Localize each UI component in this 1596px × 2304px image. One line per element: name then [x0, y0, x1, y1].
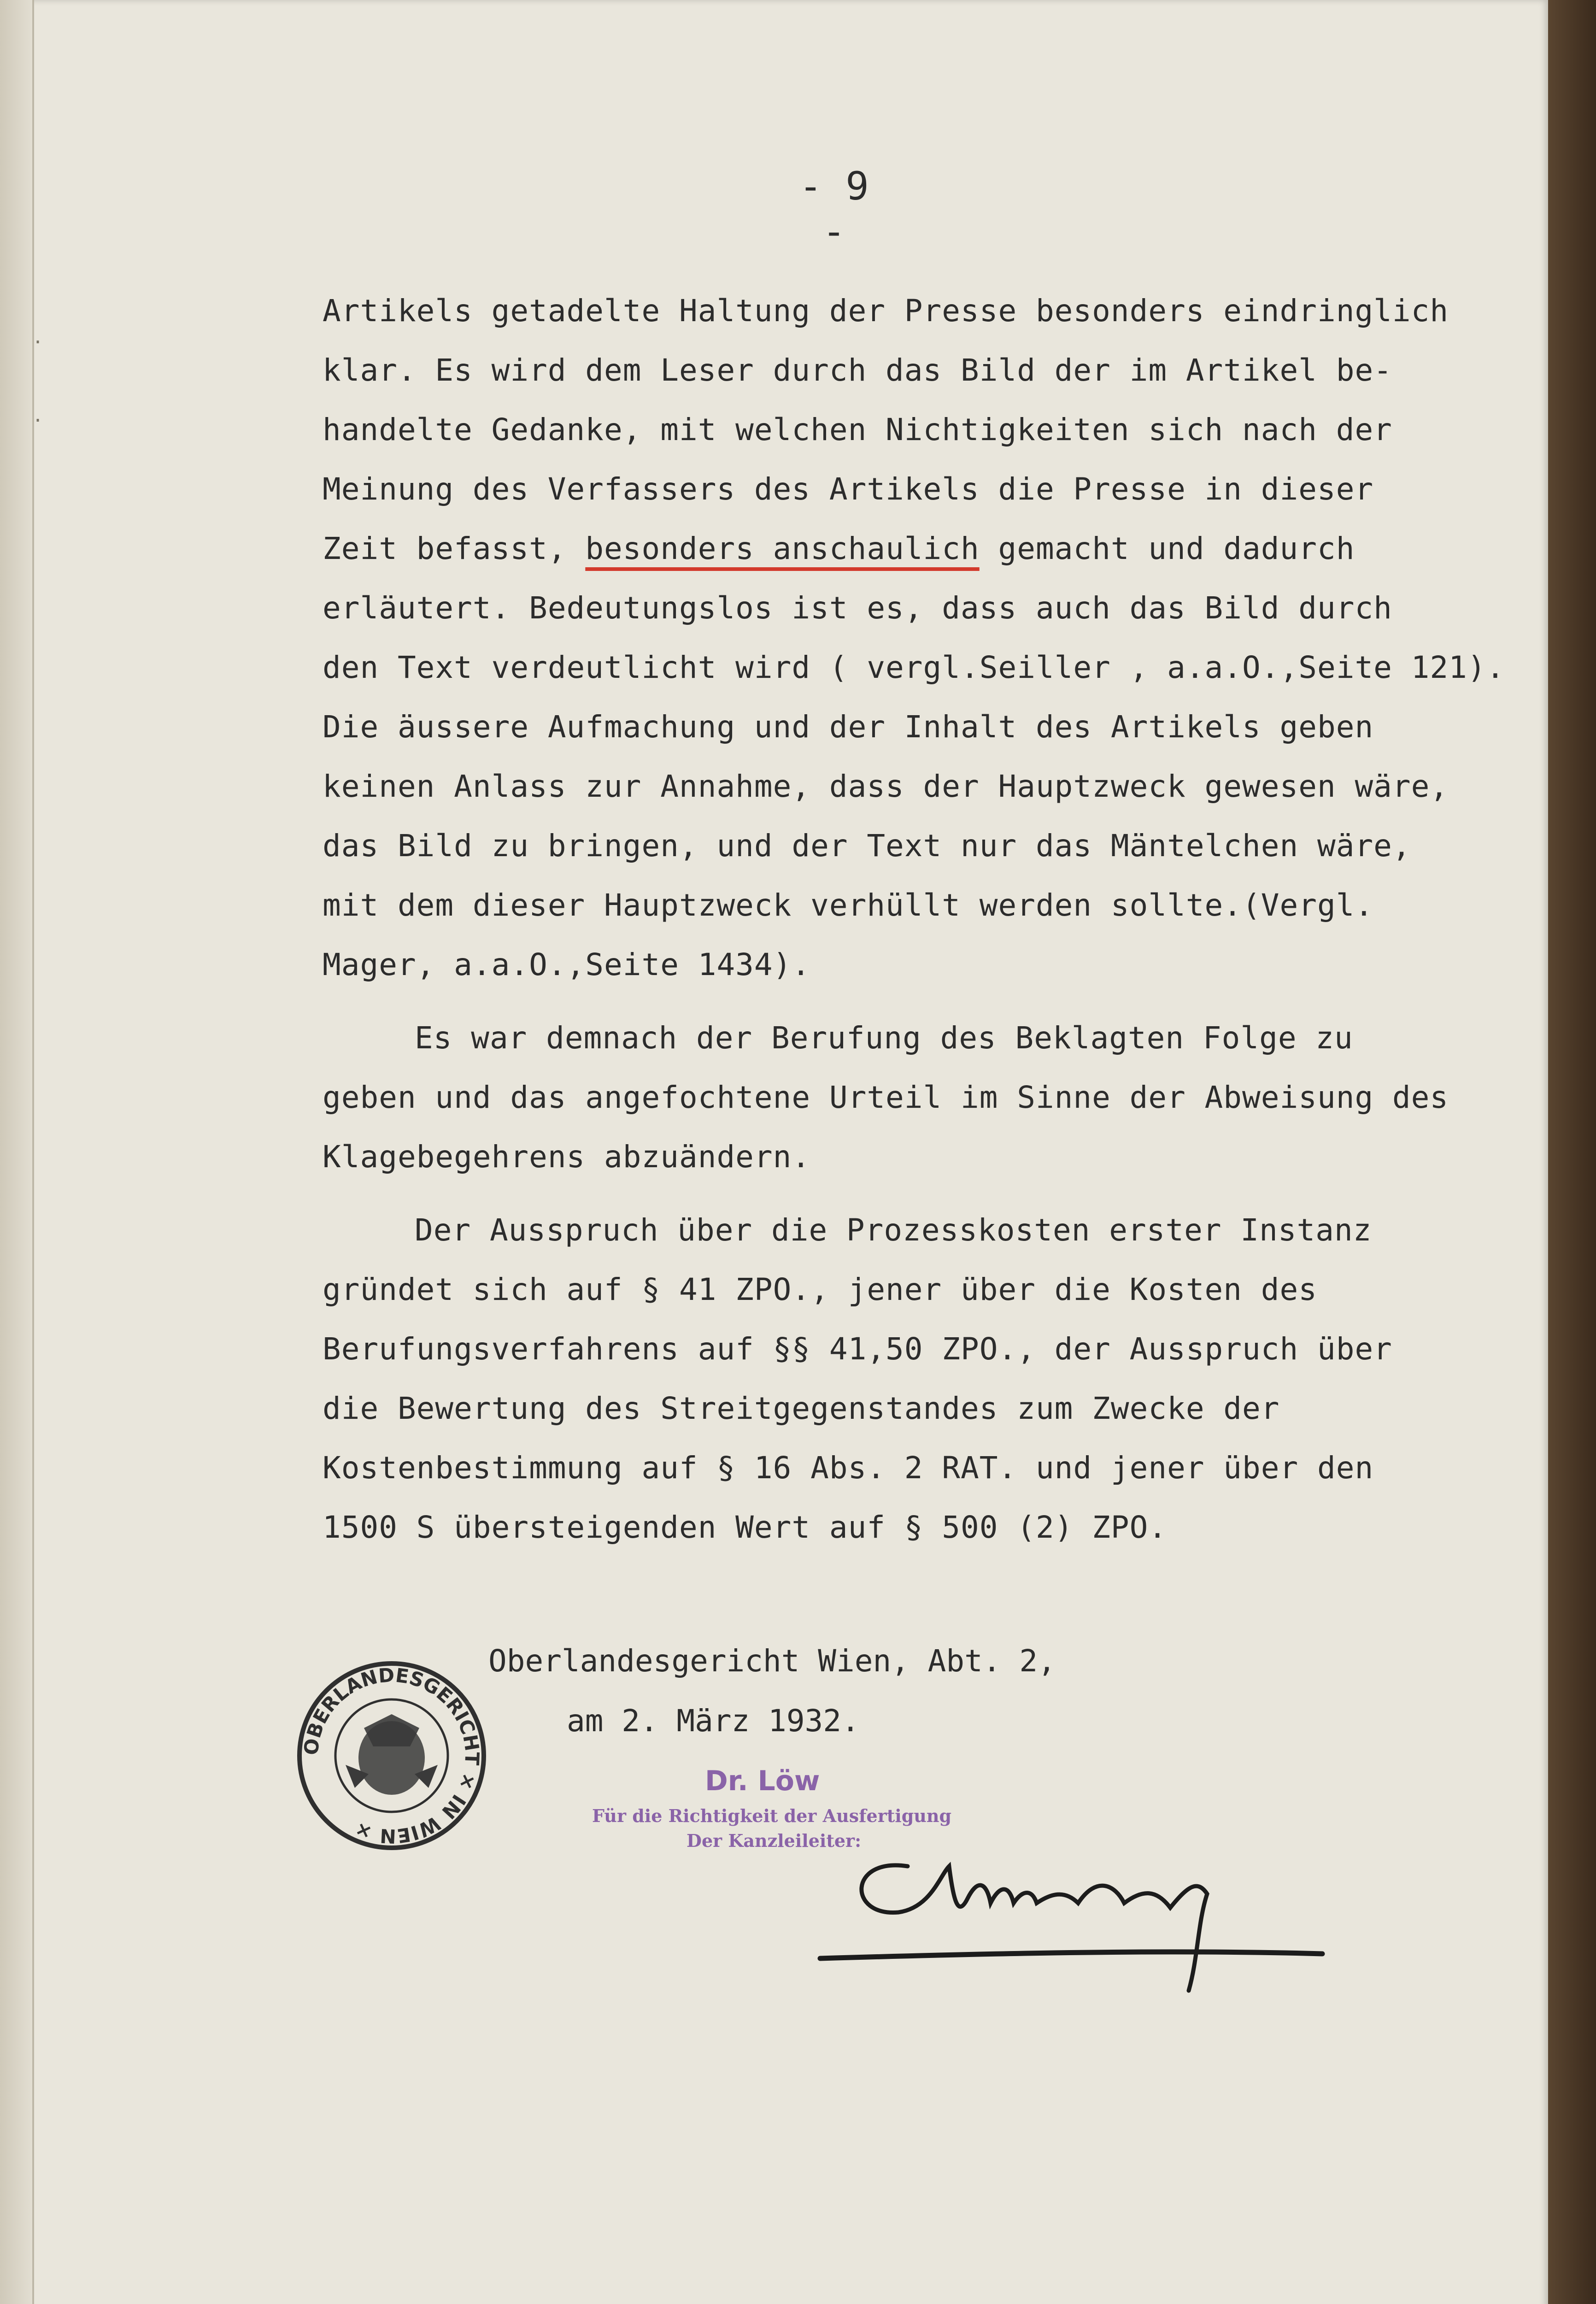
court-name: Oberlandesgericht Wien, Abt. 2,: [488, 1643, 1056, 1679]
stamp-name: Dr. Löw: [705, 1765, 820, 1797]
text-line: den Text verdeutlicht wird ( vergl.Seiller , a.a.O.,Seite 121).: [323, 650, 1505, 685]
red-underlined-phrase: besonders anschaulich: [585, 531, 980, 566]
place-and-date: [488, 1631, 1056, 1751]
document-page: - 9 - Artikels getadelte Haltung der Presse besonders eindringlich klar. Es wird dem Leser durch das Bild der im Artikel be- handelte Gedanke, mit welchen Nichtigkeiten sich nach der Meinung des Verfassers des Artikels die Presse in dieser Zeit befasst, besonders anschaulich gemacht und dadurch erläutert. Bedeutungslos ist es, dass auch das Bild durch den Text verdeutlicht wird ( vergl.Seiller , a.a.O.,Seite 121). Die äussere Aufmachung und der Inhalt des Artikels geben keinen Anlass zur Annahme, dass der Hauptzweck gewesen wäre, das Bild zu bringen, und der Text nur das Mäntelchen wäre, mit dem dieser Hauptzweck verhüllt werden sollte.(Vergl. Mager, a.a.O.,Seite 1434). Es war demnach der Berufung des Beklagten Folge zu geben und das angefochtene Urteil im Sinne der Abweisung des Klagebegehrens abzuändern. Der Ausspruch über die Prozesskosten erster Instanz gründet sich auf § 41 ZPO., jener über die Kosten des Berufungsverfahrens auf §§ 41,50 ZPO., der Ausspruch über die Bewertung des Streitgegenstandes zum Zwecke der Kostenbestimmung auf § 16 Abs. 2 RAT. und jener über den 1500 S übersteigenden Wert auf § 500 (2) ZPO. Oberlandesgericht Wien, Abt. 2, am 2. März 1932. OBERLANDESGERICHT × IN WIEN × Dr. Löw Für die Richtigkeit der Ausfertigung Der Kanzleileiter: · ·: [0, 0, 1548, 2304]
text-line: Meinung des Verfassers des Artikels die Presse in dieser: [323, 471, 1374, 507]
seal-lettering: OBERLANDESGERICHT × IN WIEN ×: [299, 1663, 484, 1848]
book-binding-edge: [1548, 0, 1596, 2304]
text-line: Der Ausspruch über die Prozesskosten erster Instanz: [415, 1212, 1372, 1248]
text-line: Mager, a.a.O.,Seite 1434).: [323, 947, 811, 982]
text-line: erläutert. Bedeutungslos ist es, dass auch das Bild durch: [323, 590, 1392, 626]
text-line: die Bewertung des Streitgegenstandes zum Zwecke der: [323, 1391, 1280, 1426]
text-line: geben und das angefochtene Urteil im Sinne der Abweisung des: [323, 1080, 1449, 1115]
binding-edge: [0, 0, 32, 2304]
text-segment: Zeit befasst,: [323, 531, 567, 566]
text-line: handelte Gedanke, mit welchen Nichtigkeiten sich nach der: [323, 412, 1392, 447]
text-line-underlined: [323, 519, 1456, 578]
handwritten-signature: [792, 1839, 1345, 2014]
stamp-line: Der Kanzleileiter:: [687, 1830, 862, 1851]
text-segment: gemacht und dadurch: [998, 531, 1355, 566]
page-number: - 9 -: [799, 164, 869, 254]
text-line: Artikels getadelte Haltung der Presse besonders eindringlich: [323, 293, 1449, 329]
text-line: mit dem dieser Hauptzweck verhüllt werden sollte.(Vergl.: [323, 888, 1374, 923]
text-line: Berufungsverfahrens auf §§ 41,50 ZPO., der Ausspruch über: [323, 1331, 1392, 1367]
text-line: das Bild zu bringen, und der Text nur das Mäntelchen wäre,: [323, 828, 1411, 864]
text-line: klar. Es wird dem Leser durch das Bild der im Artikel be-: [323, 353, 1392, 388]
text-line: Die äussere Aufmachung und der Inhalt des Artikels geben: [323, 709, 1374, 745]
text-line: gründet sich auf § 41 ZPO., jener über die Kosten des: [323, 1272, 1317, 1307]
text-line: Es war demnach der Berufung des Beklagten Folge zu: [415, 1020, 1353, 1056]
text-line: 1500 S übersteigenden Wert auf § 500 (2) ZPO.: [323, 1510, 1168, 1545]
document-date: am 2. März 1932.: [567, 1703, 860, 1739]
text-line: Kostenbestimmung auf § 16 Abs. 2 RAT. und jener über den: [323, 1450, 1374, 1486]
text-line: Klagebegehrens abzuändern.: [323, 1139, 811, 1175]
body-text: [323, 281, 1505, 1557]
stamp-line: Für die Richtigkeit der Ausfertigung: [592, 1805, 952, 1826]
text-line: keinen Anlass zur Annahme, dass der Hauptzweck gewesen wäre,: [323, 769, 1449, 804]
court-seal-icon: [295, 1659, 488, 1852]
